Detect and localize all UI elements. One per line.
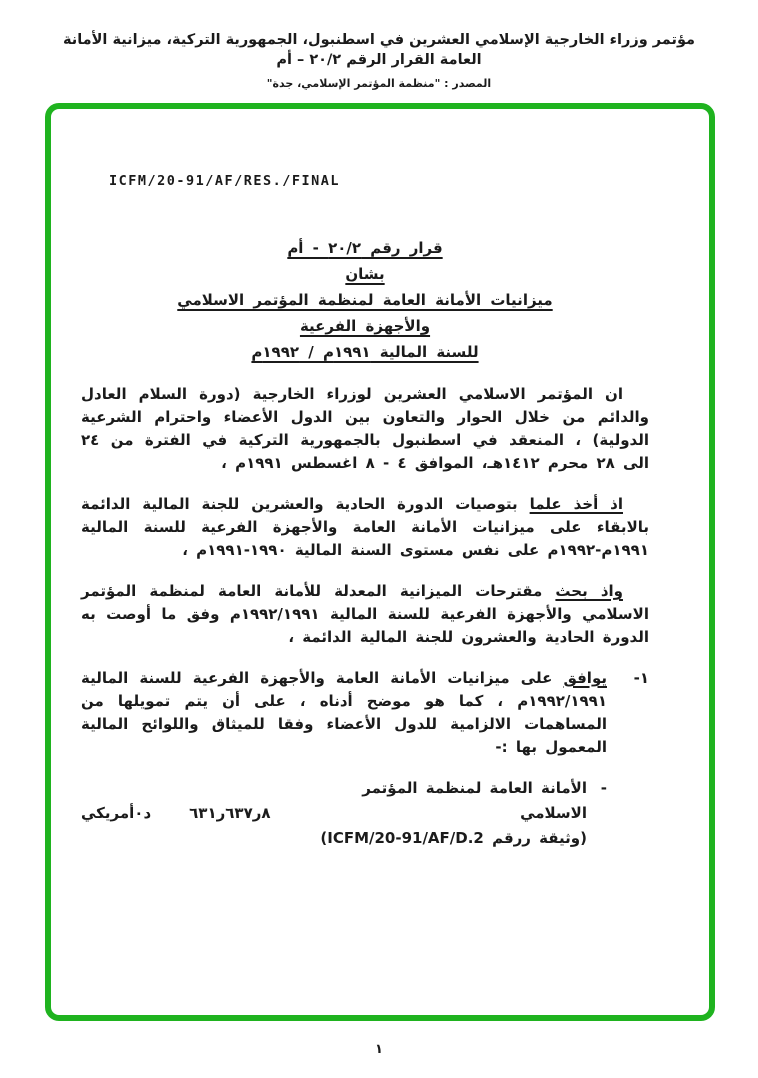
budget-entry-row [81,802,587,825]
item-number: ١- [633,669,649,687]
resolution-title-block [81,235,649,365]
budget-entry-name-line2: الاسلامي [520,804,587,822]
title-line: للسنة المالية ١٩٩١م / ١٩٩٢م [251,343,479,361]
paragraph: واذ بحث مقترحات الميزانية المعدلة للأمانة العامة لمنظمة المؤتمر الاسلامي والأجهزة الفرعية للسنة المالية ١٩٩٢/١٩٩١م وفق ما أوصت به الدورة الحادية والعشرون للجنة المالية الدائمة ، [81,582,649,646]
underlined-lead: اذ أخذ علما [529,495,623,513]
document-header [0,0,758,90]
budget-entry-amount: ٨ر٦٣٧ر٦٣١ [189,804,271,822]
page-number: ١ [375,1042,383,1057]
reference-code: ICFM/20-91/AF/RES./FINAL [109,173,341,189]
header-title: مؤتمر وزراء الخارجية الإسلامي العشرين في اسطنبول، الجمهورية التركية، ميزانية الأمانة العامة القرار الرقم ٢٠/٢ – أم [62,32,696,68]
title-line: والأجهزة الفرعية [299,317,431,335]
numbered-item: ١- يوافق على ميزانيات الأمانة العامة والأجهزة الفرعية للسنة المالية ١٩٩٢/١٩٩١م ، كما هو موضح أدناه ، على أن يتم تمويلها من المساهمات الالزامية للدول الأعضاء وفقا للميثاق واللوائح المالية المعمول بها :- [81,669,649,756]
budget-entry-currency: د٠أمريكي [81,804,152,822]
title-line: بشان [345,265,385,283]
underlined-lead: واذ بحث [555,582,623,600]
budget-entry [81,777,649,850]
document-frame [45,103,715,1021]
resolution-body [81,383,649,759]
underlined-lead: يوافق [563,669,607,687]
title-line: ميزانيات الأمانة العامة لمنظمة المؤتمر الاسلامي [177,291,553,309]
paragraph: اذ أخذ علما بتوصيات الدورة الحادية والعشرين للجنة المالية الدائمة بالابقاء على ميزانيات الأمانة العامة والأجهزة الفرعية للسنة المالية ١٩٩١م-١٩٩٢م على نفس مستوى السنة المالية ١٩٩٠-١٩٩١م ، [81,495,649,559]
title-line: قرار رقم ٢٠/٢ - أم [287,239,443,257]
budget-entry-doc-ref: (وثيقة ررقم ICFM/20-91/AF/D.2) [320,829,587,847]
header-source: المصدر : "منظمة المؤتمر الإسلامي، جدة" [266,77,492,90]
budget-entry-name-line1: الأمانة العامة لمنظمة المؤتمر [362,779,587,797]
budget-entry-bullet: - [600,779,607,797]
paragraph: ان المؤتمر الاسلامي العشرين لوزراء الخارجية (دورة السلام العادل والدائم من خلال الحوار والتعاون بين الدول الأعضاء واحترام الشرعية الدولية) ، المنعقد في اسطنبول بالجمهورية التركية في الفترة من ٢٤ الى ٢٨ محرم ١٤١٢هـ، الموافق ٤ - ٨ اغسطس ١٩٩١م ، [81,385,649,472]
